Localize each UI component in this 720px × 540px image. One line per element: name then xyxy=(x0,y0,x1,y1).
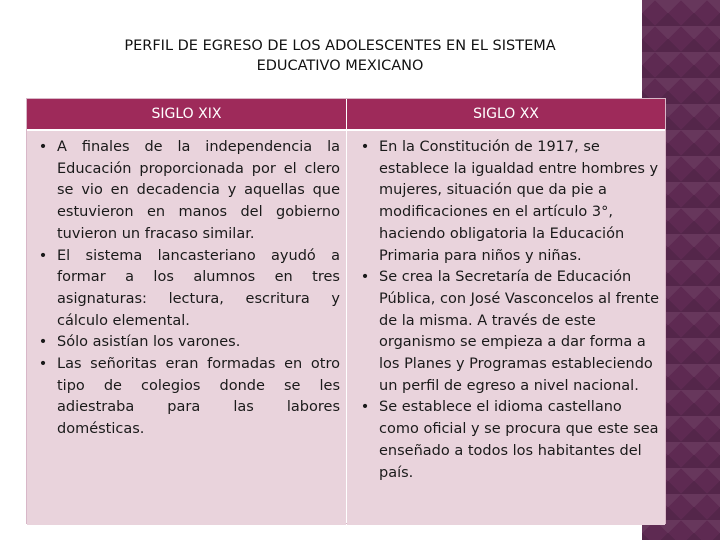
list-item-text: En la Constitución de 1917, se establece la igualdad entre hombres y mujeres, situación que da pie a modificaciones en el artículo 3°, haciendo obligatoria la Educación Primaria para niños y niñas. xyxy=(379,139,659,264)
comparison-table xyxy=(26,98,666,524)
list-item xyxy=(353,267,661,397)
list-item-text: A finales de la independencia la Educación proporcionada por el clero se vio en decadencia y aquellas que estuvieron en manos del gobierno tuvieron un fracaso similar. xyxy=(57,139,340,242)
bullet-icon: • xyxy=(38,356,48,373)
title-line-1: PERFIL DE EGRESO DE LOS ADOLESCENTES EN EL SISTEMA xyxy=(124,38,556,54)
bullet-list-left xyxy=(31,137,340,441)
column-body-left xyxy=(27,131,346,525)
column-body-right xyxy=(347,131,665,525)
list-item xyxy=(31,137,340,246)
bullet-icon: • xyxy=(360,399,370,416)
bullet-icon: • xyxy=(360,139,370,155)
list-item-text: Sólo asistían los varones. xyxy=(57,334,241,351)
list-item-text: El sistema lancasteriano ayudó a formar a los alumnos en tres asignaturas: lectura, escritura y cálculo elemental. xyxy=(57,247,340,329)
column-siglo-xix xyxy=(27,99,347,523)
list-item xyxy=(353,137,661,267)
column-header-right: SIGLO XX xyxy=(347,99,665,131)
list-item-text: Se crea la Secretaría de Educación Pública, con José Vasconcelos al frente de la misma. A través de este organismo se empieza a dar forma a los Planes y Programas estableciendo un perfil de egreso a nivel nacional. xyxy=(379,269,660,394)
list-item xyxy=(31,354,340,441)
bullet-icon: • xyxy=(38,334,48,351)
bullet-icon: • xyxy=(38,139,48,155)
column-header-left: SIGLO XIX xyxy=(27,99,346,131)
column-siglo-xx xyxy=(347,99,665,523)
bullet-icon: • xyxy=(360,269,370,286)
list-item-text: Las señoritas eran formadas en otro tipo de colegios donde se les adiestraba para las labores domésticas. xyxy=(57,356,340,438)
title-line-2: EDUCATIVO MEXICANO xyxy=(256,58,424,74)
list-item xyxy=(353,397,661,484)
bullet-icon: • xyxy=(38,247,48,264)
bullet-list-right xyxy=(353,137,661,484)
list-item-text: Se establece el idioma castellano como oficial y se procura que este sea enseñado a todos los habitantes del país. xyxy=(379,399,659,481)
slide-title xyxy=(60,36,620,76)
list-item xyxy=(31,332,340,354)
list-item xyxy=(31,246,340,333)
